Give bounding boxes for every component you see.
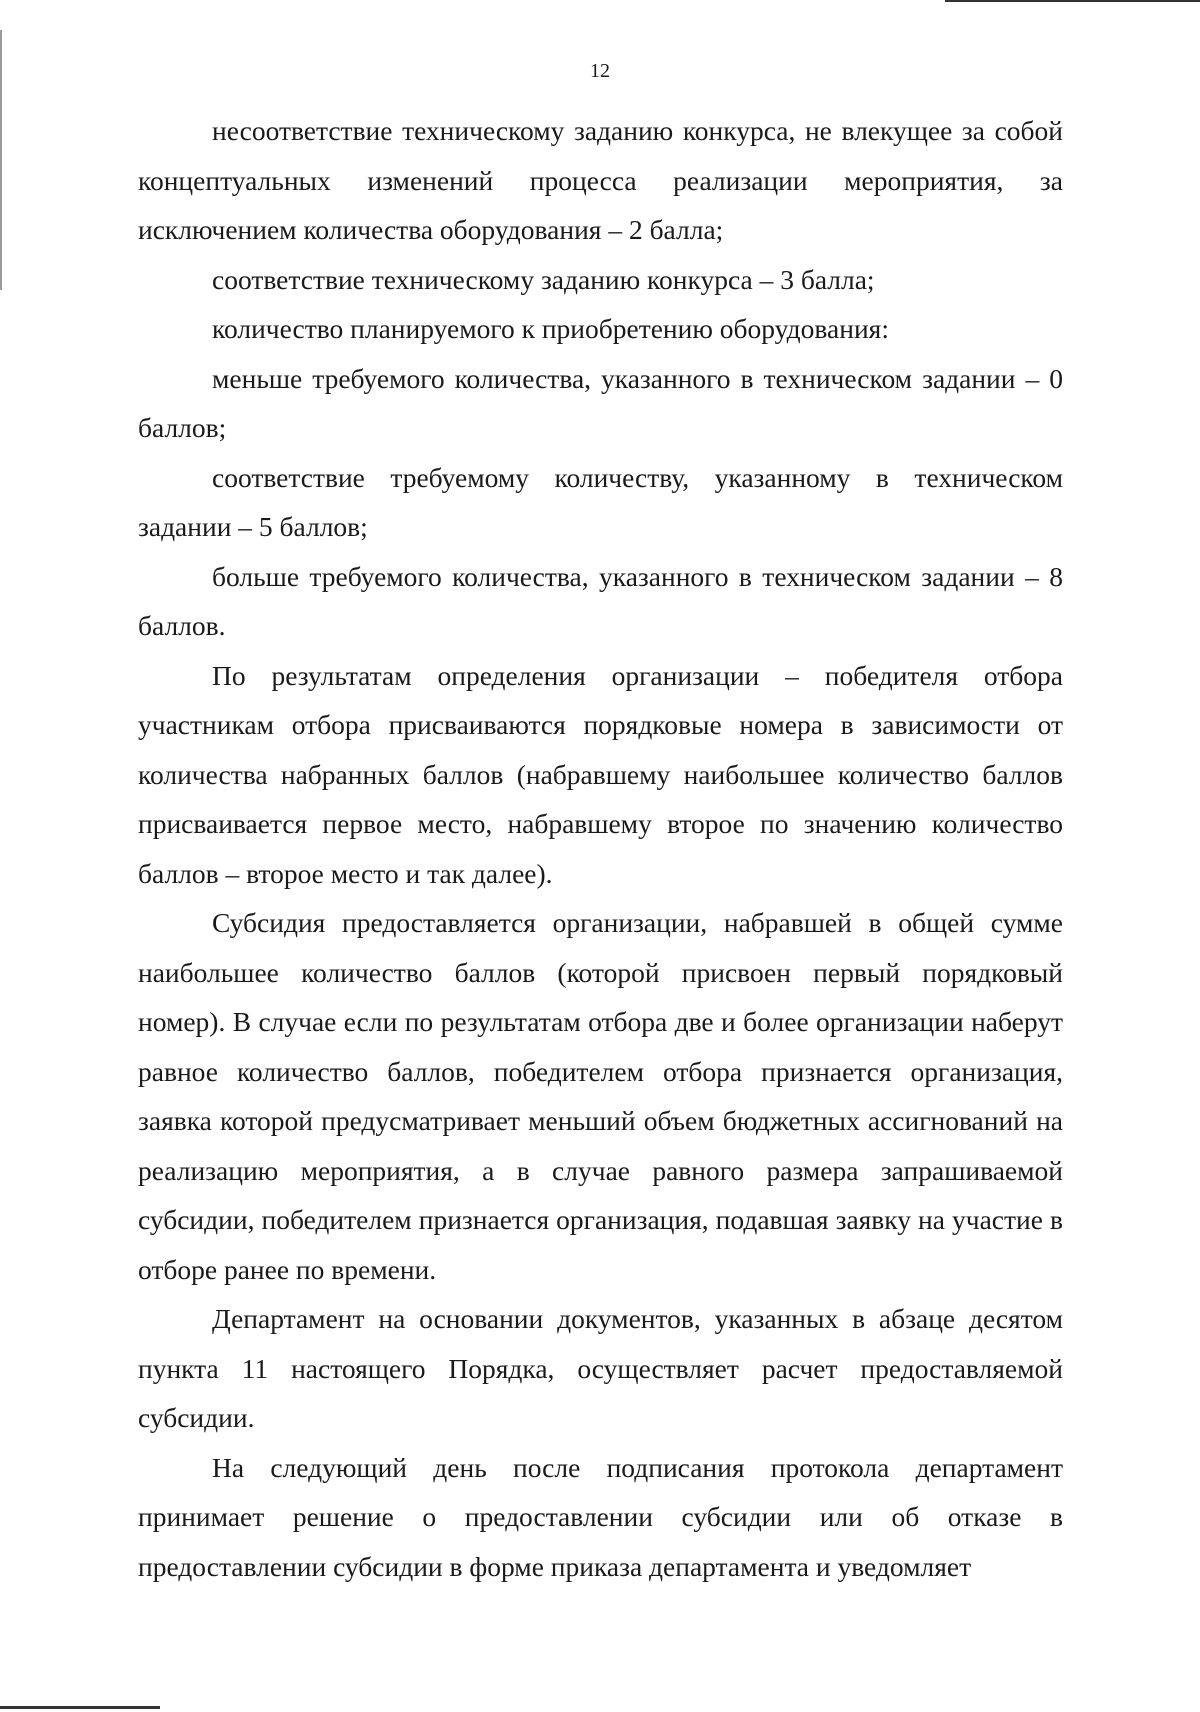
paragraph-5: соответствие требуемому количеству, указанному в техническом задании – 5 баллов; [138, 461, 1063, 542]
paragraph-6: больше требуемого количества, указанного в техническом задании – 8 баллов. [138, 560, 1063, 641]
scan-edge-bottom [0, 1706, 160, 1709]
page-number: 12 [590, 60, 610, 82]
paragraph-1: несоответствие техническому заданию конкурса, не влекущее за собой концептуальных изменений процесса реализации мероприятия, за исключением количества оборудования – 2 балла; [138, 115, 1063, 245]
paragraph-8: Субсидия предоставляется организации, набравшей в общей сумме наибольшее количество баллов (которой присвоен первый порядковый номер). В случае если по результатам отбора две и более организации наберут равное количество баллов, победителем отбора признается организация, заявка которой предусматривает меньший объем бюджетных ассигнований на реализацию мероприятия, а в случае равного размера запрашиваемой субсидии, победителем признается организация, подавшая заявку на участие в отборе ранее по времени. [138, 907, 1063, 1285]
paragraph-2: соответствие техническому заданию конкурса – 3 балла; [212, 263, 875, 295]
body-text [138, 106, 1063, 1591]
paragraph-7: По результатам определения организации – победителя отбора участникам отбора присваиваются порядковые номера в зависимости от количества набранных баллов (набравшему наибольшее количество баллов присваивается первое место, набравшему второе по значению количество баллов – второе место и так далее). [138, 659, 1063, 889]
paragraph-3: количество планируемого к приобретению оборудования: [212, 313, 889, 344]
paragraph-9: Департамент на основании документов, указанных в абзаце десятом пункта 11 настоящего Порядка, осуществляет расчет предоставляемой субсидии. [138, 1303, 1063, 1433]
paragraph-4: меньше требуемого количества, указанного в техническом задании – 0 баллов; [138, 362, 1063, 443]
scan-edge-top [945, 0, 1200, 2]
paragraph-10: На следующий день после подписания протокола департамент принимает решение о предоставлении субсидии или об отказе в предоставлении субсидии в форме приказа департамента и уведомляет [138, 1451, 1063, 1582]
